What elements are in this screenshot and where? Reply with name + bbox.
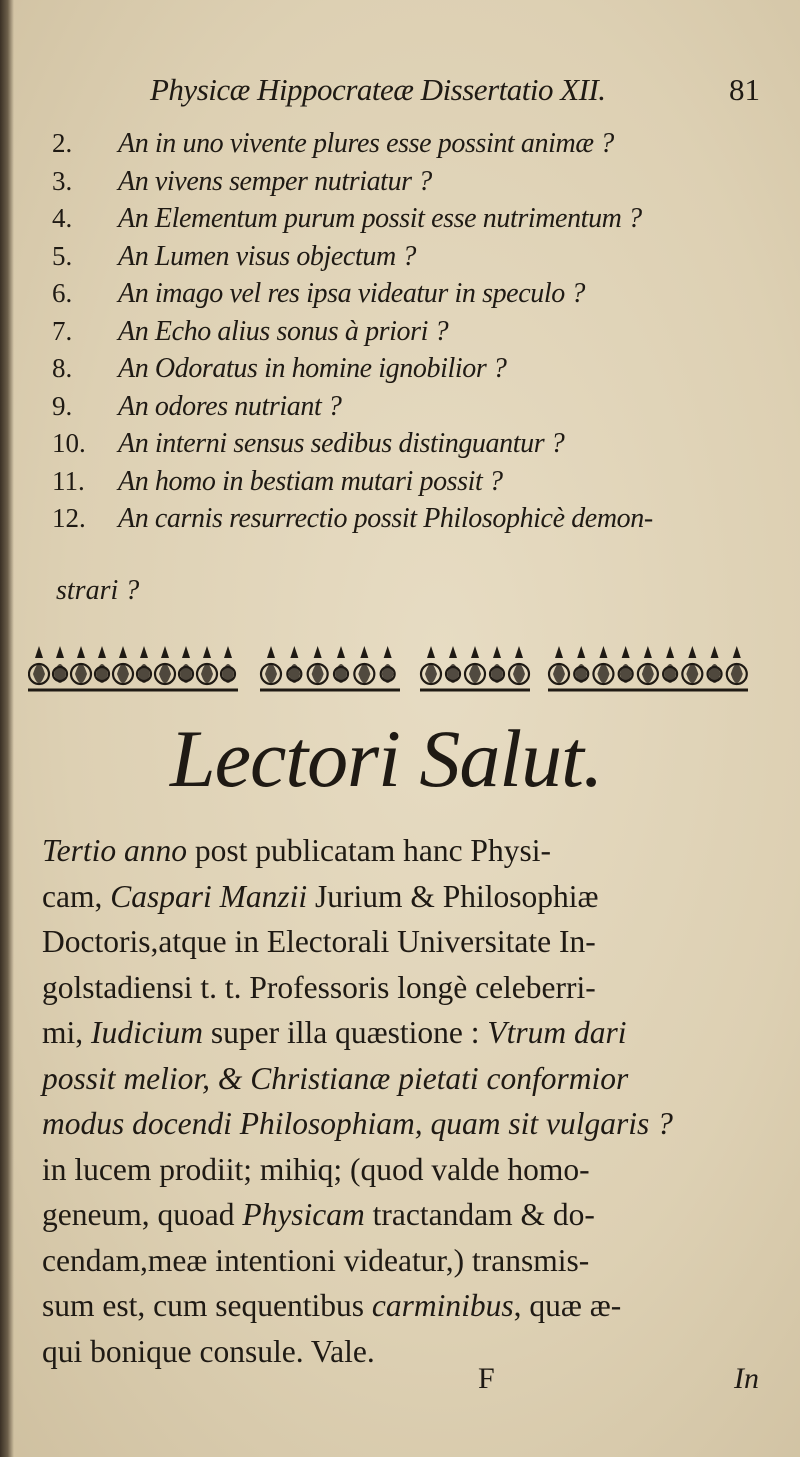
question-item xyxy=(52,128,752,166)
question-text: An Odoratus in homine ignobilior ? xyxy=(118,353,507,384)
italic-run: Caspari Manzii xyxy=(110,878,308,914)
text-line xyxy=(42,828,772,874)
roman-run: super illa quæstione : xyxy=(203,1015,488,1050)
question-item xyxy=(52,428,752,466)
italic-run: Iudicium xyxy=(91,1015,203,1050)
italic-run: possit melior, & Christianæ pietati conformior xyxy=(42,1060,629,1096)
roman-run: , quæ æ- xyxy=(513,1288,622,1323)
running-title: Physicæ Hippocrateæ Dissertatio XII. xyxy=(150,72,606,107)
question-number: 6. xyxy=(52,278,73,308)
question-number: 8. xyxy=(52,353,73,383)
roman-run: golstadiensi t. t. Professoris longè celeberri- xyxy=(42,969,596,1005)
question-item xyxy=(52,353,752,391)
roman-run: mi, xyxy=(42,1015,92,1050)
question-text: An Lumen visus objectum ? xyxy=(118,240,416,272)
roman-run: cam, xyxy=(42,878,111,914)
text-line xyxy=(42,1147,772,1193)
italic-run: carminibus xyxy=(371,1288,514,1323)
question-item xyxy=(52,316,752,354)
question-item xyxy=(52,278,752,316)
question-item xyxy=(52,166,752,204)
roman-run: in lucem prodiit; mihiq; (quod valde homo- xyxy=(42,1151,590,1187)
running-head xyxy=(150,72,760,112)
question-text: An Elementum purum possit esse nutrimentum ? xyxy=(118,203,642,234)
italic-run: Physicam xyxy=(242,1197,365,1232)
question-text: An Echo alius sonus à priori ? xyxy=(118,315,449,347)
ornament-piece xyxy=(420,646,530,690)
roman-run: tractandam & do- xyxy=(364,1197,595,1232)
roman-run: post publicatam hanc Physi- xyxy=(187,833,551,868)
signature-mark: F xyxy=(478,1362,495,1395)
question-number: 5. xyxy=(52,240,73,271)
printers-ornament xyxy=(28,632,748,702)
question-number: 2. xyxy=(52,128,73,158)
roman-run: sum est, cum sequentibus xyxy=(42,1288,372,1323)
roman-run: geneum, quoad xyxy=(42,1197,243,1232)
italic-run: modus docendi Philosophiam, quam sit vulgaris ? xyxy=(42,1106,673,1141)
question-text: An interni sensus sedibus distinguantur ? xyxy=(118,428,565,459)
question-number: 9. xyxy=(52,390,73,421)
question-item xyxy=(52,391,752,429)
question-text: An carnis resurrectio possit Philosophicè demon- xyxy=(118,503,653,534)
question-item xyxy=(52,503,752,541)
roman-run: Jurium & Philosophiæ xyxy=(307,878,599,914)
italic-run: Tertio anno xyxy=(42,833,187,868)
text-line xyxy=(42,1056,772,1102)
text-line xyxy=(42,965,772,1011)
roman-run: cendam,meæ intentioni videatur,) transmis- xyxy=(42,1242,590,1278)
text-line xyxy=(42,874,772,920)
text-line xyxy=(42,919,772,965)
ornament-piece xyxy=(28,646,238,690)
page-number: 81 xyxy=(729,72,760,107)
roman-run: qui bonique consule. Vale. xyxy=(42,1333,375,1369)
question-number: 10. xyxy=(52,428,86,458)
text-line xyxy=(42,1238,772,1284)
question-text: An homo in bestiam mutari possit ? xyxy=(118,465,503,497)
question-continuation: strari ? xyxy=(56,575,140,606)
question-item xyxy=(52,203,752,241)
page-footer xyxy=(0,1362,800,1402)
question-number: 3. xyxy=(52,165,73,196)
question-text: An in uno vivente plures esse possint animæ ? xyxy=(118,128,614,159)
section-heading: Lectori Salut. xyxy=(170,713,603,804)
question-number: 11. xyxy=(52,465,85,496)
binding-gutter xyxy=(0,0,14,1457)
catchword: In xyxy=(734,1362,759,1395)
question-item xyxy=(52,466,752,504)
text-line xyxy=(42,1283,772,1329)
question-item xyxy=(52,241,752,279)
question-number: 12. xyxy=(52,503,86,533)
text-line xyxy=(42,1010,772,1056)
text-line xyxy=(42,1101,772,1147)
question-number: 4. xyxy=(52,203,73,233)
question-text: An vivens semper nutriatur ? xyxy=(118,165,432,197)
italic-run: Vtrum dari xyxy=(487,1015,627,1050)
ornament-piece xyxy=(260,646,400,690)
question-text: An imago vel res ipsa videatur in speculo ? xyxy=(118,278,586,309)
question-number: 7. xyxy=(52,315,73,346)
roman-run: Doctoris,atque in Electorali Universitate In- xyxy=(42,924,596,959)
ornament-piece xyxy=(548,646,748,690)
text-line xyxy=(42,1192,772,1238)
question-list xyxy=(52,128,752,541)
question-text: An odores nutriant ? xyxy=(118,390,342,422)
preface-paragraph xyxy=(42,828,772,1374)
